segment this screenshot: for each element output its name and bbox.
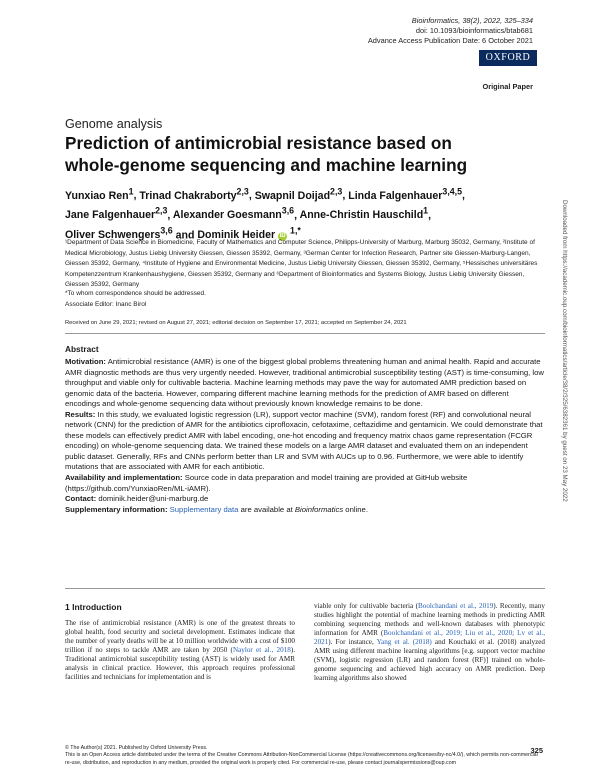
author[interactable]: Anne-Christin Hauschild$^1$ (299, 205, 429, 222)
paper-type: Original Paper (482, 82, 533, 91)
paper-title (65, 133, 545, 176)
author[interactable]: Swapnil Doijad$^{2,3}$ (254, 186, 343, 202)
abstract-contact: Contact: dominik.heider@uni-marburg.de (65, 494, 209, 504)
title-line-1: Prediction of antimicrobial resistance based on (65, 133, 452, 153)
intro-heading: 1 Introduction (65, 602, 122, 612)
author[interactable]: Trinad Chakraborty$^{2,3}$ (139, 186, 249, 202)
author[interactable]: Alexander Goesmann$^{3,6}$ (172, 205, 295, 222)
citation-link[interactable]: Yang et al. (2018) (376, 637, 432, 646)
author[interactable]: Dominik Heider iD $^{1,*}$ (197, 225, 301, 242)
intro-paragraph: The rise of antimicrobial resistance (AMR) is one of the greatest threats to global health, food security and societal development. Estimates indicate that the number of yearly deaths will be at 10 million worldwide with a cost of $100 trillion if no steps to tackle AMR are taken by 2050 (Naylor et al., 2018). Traditional antimicrobial susceptibility testing (AST) is widely used for AMR analysis in clinical practice. However, this approach requires professional facilities and technicians for implementation and is (65, 619, 295, 681)
title-line-2: whole-genome sequencing and machine learning (65, 154, 468, 175)
author[interactable]: Oliver Schwengers$^{3,6}$ (65, 225, 173, 242)
journal-citation: Bioinformatics, 38(2), 2022, 325–334 (411, 16, 533, 25)
associate-editor: Associate Editor: Inanc Birol (65, 300, 147, 308)
oxford-logo: OXFORD (479, 50, 537, 66)
citation-link[interactable]: Naylor et al., 2018 (232, 645, 291, 654)
advance-access-date: Advance Access Publication Date: 6 October 2021 (367, 36, 533, 45)
intro-paragraph: viable only for cultivable bacteria (Boolchandani et al., 2019). Recently, many studies highlight the potential of machine learning methods in predicting AMR combining sequencing methods and well-known databases with phenotypic information for AMR (Boolchandani et al., 2019; Liu et al., 2020; Lv et al., 2021). For instance, Yang et al. (2018) and Kouchaki et al. (2018) analyzed AMR using different machine learning algorithms [e.g. support vector machine (SVM), logistic regression (LR) and random forest (RF)] trained on whole-genome sequencing and achieved high accuracy on AMR prediction. Deep learning algorithms also showed (314, 602, 545, 682)
citation-link[interactable]: Boolchandani et al., 2019; Liu et al., 2020; Lv et al., 2021 (314, 628, 545, 646)
orcid-icon[interactable]: iD (279, 233, 286, 240)
intro-column-1 (65, 602, 295, 682)
received-dates: Received on June 29, 2021; revised on August 27, 2021; editorial decision on September 17, 2021; accepted on September 24, 2021 (65, 320, 407, 326)
correspondence-block (65, 289, 545, 310)
correspondence-note: *To whom correspondence should be addressed. (65, 290, 206, 297)
license-text: This is an Open Access article distributed under the terms of the Creative Commons Attribution-NonCommercial License (https://creativecommons.org/licenses/by-nc/4.0/), which permits non-commercial re-use, distribution, and reproduction in any medium, provided the original work is properly cited. For commercial re-use, please contact journalspermissions@oup.com (65, 752, 538, 766)
affiliations: ¹Department of Data Science in Biomedicine, Faculty of Mathematics and Computer Science, Philipps-University of Marburg, Marburg 35032, Germany, ²Institute of Medical Microbiology, Justus Liebig University Giessen, Giessen 35392, Germany, ³German Center for Infection Research, Partner site Giessen-Marburg-Langen, Giessen 35392, Germany, ⁴Institute of Hygiene and Environmental Medicine, Justus Liebig University Giessen, Giessen 35392, Germany, ⁵Hessisches universitäres Kompetenzzentrum Krankenhaushygiene, Giessen 35392, Germany and ⁶Department of Bioinformatics and Systems Biology, Justus Liebig University Giessen, Giessen 35392, Germany (65, 239, 538, 289)
citation-link[interactable]: Boolchandani et al., 2019 (418, 602, 494, 610)
abstract-motivation: Motivation: Antimicrobial resistance (AMR) is one of the biggest global problems threatening human and animal health. Rapid and accurate AMR diagnostic methods are thus very urgently needed. However, traditional antimicrobial susceptibility testing (AST) is time-consuming, low throughput and viable only for cultivable bacteria. Machine learning methods may pave the way for automated AMR prediction based on genomic data of the bacteria. However, comparing different machine learning methods for the prediction of AMR based on different encodings and whole-genome sequencing data without previously known knowledge remains to be done. (65, 357, 544, 409)
page-number: 325 (530, 746, 543, 755)
author-list: Yunxiao Ren$^1$, Trinad Chakraborty$^{2,3}$, Swapnil Doijad$^{2,3}$, Linda Falgenhauer$^{3,4,5}$, Jane Falgenhauer$^{2,3}$, Alexander Goesmann$^{3,6}$, Anne-Christin Hauschild$^1$, Oliver Schwengers$^{3,6}$ and Dominik Heider iD $^{1,*}$ (65, 186, 465, 242)
copyright: © The Author(s) 2021. Published by Oxford University Press. (65, 745, 208, 751)
author[interactable]: Linda Falgenhauer$^{3,4,5}$ (348, 186, 463, 202)
author[interactable]: Yunxiao Ren$^1$ (65, 186, 134, 202)
abstract-results: Results: In this study, we evaluated logistic regression (LR), support vector machine (SVM), random forest (RF) and convolutional neural network (CNN) for the prediction of AMR for the antibiotics ciprofloxacin, cefotaxime, ceftazidime and gentamicin. We could demonstrate that these models can effectively predict AMR with label encoding, one-hot encoding and frequency matrix chaos game representation (FCGR encoding) on whole-genome sequencing data. We trained these models on a large AMR dataset and evaluated them on an independent public dataset. Generally, RFs and CNNs perform better than LR and SVM with AUCs up to 0.96. Furthermore, we were able to identify mutations that are associated with AMR for each antibiotic. (65, 409, 543, 472)
divider (65, 588, 545, 589)
download-side-note: Downloaded from https://academic.oup.com/bioinformatics/article/38/2/325/6382361 by guest on 23 May 2022 (561, 200, 568, 502)
abstract-supplementary: Supplementary information: Supplementary data are available at Bioinformatics online. (65, 504, 368, 514)
author[interactable]: Jane Falgenhauer$^{2,3}$ (65, 205, 168, 222)
license-footnote (65, 745, 545, 767)
abstract-body (65, 357, 545, 515)
doi[interactable]: doi: 10.1093/bioinformatics/btab681 (415, 26, 533, 35)
intro-column-2 (314, 602, 545, 683)
supplementary-link[interactable]: Supplementary data (167, 504, 239, 514)
abstract-heading: Abstract (65, 344, 99, 354)
divider (65, 333, 545, 334)
abstract-availability: Availability and implementation: Source code in data preparation and model training are provided at GitHub website (https://github.com/YunxiaoRen/ML-iAMR). (65, 473, 468, 493)
section-label: Genome analysis (65, 117, 163, 131)
